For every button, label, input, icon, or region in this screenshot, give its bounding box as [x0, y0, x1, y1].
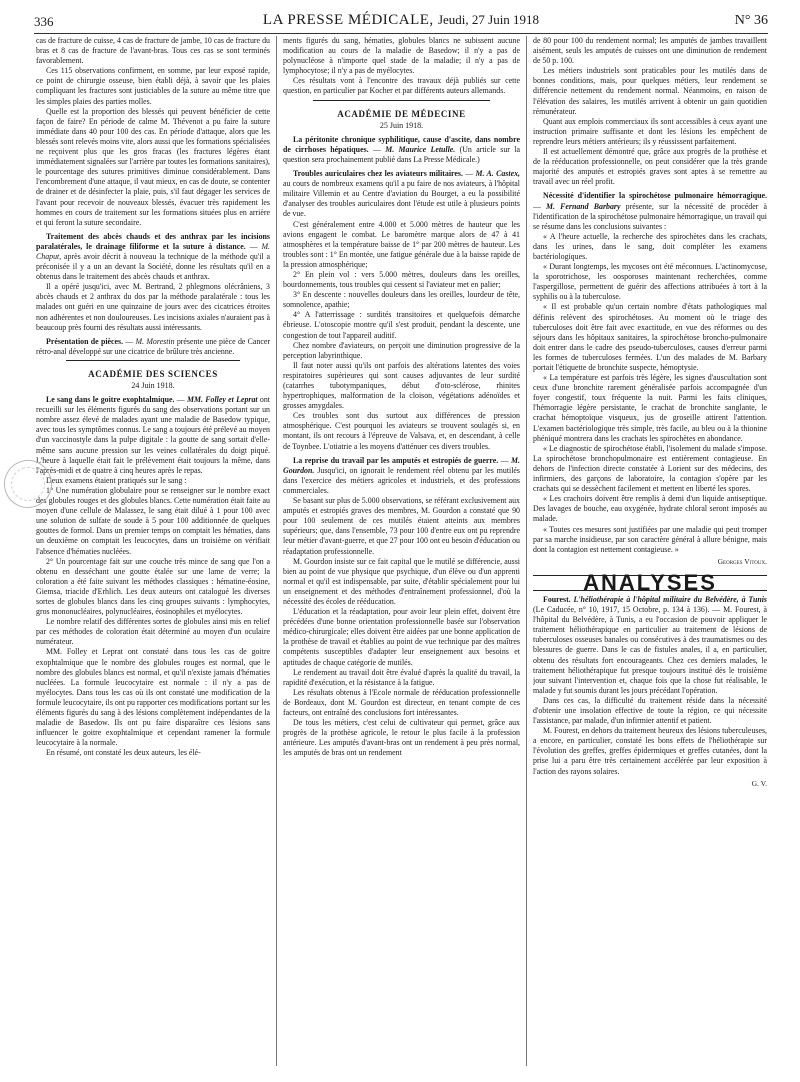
section-rule — [66, 360, 240, 361]
paragraph: C'est généralement entre 4.000 et 5.000 mètres de hauteur que les avions engagent le combat. Le baromètre marque alors de 47 à 41 atmosphères et la température baisse de 1° par 200 mètres de hauteur. Les troubles sont : 1° En montée, une fatigue générale due à la baisse rapide de la pression atmosphérique; — [283, 219, 520, 269]
paragraph: Ces résultats vont à l'encontre des travaux déjà publiés sur cette question, en particulier par Kocher et par différents auteurs allemands. — [283, 76, 520, 96]
paragraph: Il est actuellement démontré que, grâce aux progrès de la prothèse et de la rééducation professionnelle, on peut considérer que la très grande majorité des amputés et estropiés graves sont aptes à se remettre au travail avec un réel profit. — [533, 147, 767, 187]
paragraph: Les résultats obtenus à l'Ecole normale de rééducation professionnelle de Bordeaux, dont M. Gourdon est directeur, en tenant compte de ces facteurs, ont entraîné des conclusions fort intéressantes. — [283, 687, 520, 717]
paragraph: Il faut noter aussi qu'ils ont parfois des altérations latentes des voies respiratoires supérieures qui sont causes adjuvantes de leur surdité (catarrhes tubotympaniques, début d'oto-sclérose, rhinites hypertrophiques, malformation de la cloison, végétations adénoïdes et grosses amygdales. — [283, 360, 520, 411]
paragraph: Le rendement au travail doit être évalué d'après la qualité du travail, la rapidité d'exécution, et la résistance à la fatigue. — [283, 667, 520, 687]
paragraph: Traitement des abcès chauds et des anthrax par les incisions paralatérales, le drainage filiforme et la suture à distance. — M. Chaput, après avoir décrit à nouveau la technique de la méthode qu'il a préconisée il y a un an devant la Société, donne les résultats qu'il en a obtenus dans le traitement des abcès chauds et anthrax. — [36, 231, 270, 282]
paragraph: « Durant longtemps, les mycoses ont été méconnues. L'actinomycose, la sporotrichose, les oosporoses maintenant recherchées, comme l'aspergillose, permettent de guérir des affections attribuées à tort à la syphilis ou à la tuberculose. — [533, 262, 767, 302]
item-title: L'héliothérapie à l'hôpital militaire du Belvédère, à Tunis — [573, 594, 767, 604]
item-text: au cours de nombreux examens qu'il a pu faire de nos aviateurs, à l'hôpital militaire Villemin et au Centre d'aviation du Bourget, a eu la possibilité d'analyser des troubles auriculaires dont l'étude est utile à plusieurs points de vue. — [283, 179, 520, 219]
column-divider — [276, 36, 277, 1066]
item-author: Fourest. — [543, 594, 571, 604]
paragraph: « Le diagnostic de spirochétose établi, l'isolement du malade s'impose. La spirochétose bronchopulmonaire est entièrement contagieuse. En dehors de l'infection directe constatée à Lorient sur des médecins, des infirmiers, des garçons de laboratoire, la contagion s'opère par les crachats qui se dessèchent facilement et mettent en liberté les spores. — [533, 443, 767, 494]
signature: Georges Vitoux. — [717, 556, 767, 566]
column-middle — [283, 36, 520, 1082]
item-title: Présentation de pièces. — [46, 336, 124, 346]
item-text: ont recueilli sur les éléments figurés du sang des observations portant sur un nombre assez élevé de malades ayant une maladie de Basedow typique, avec tous les symptômes connus. Le sang a toujours été prélevé au moyen d'un vaccinostyle dans la pulpe digitale : la goutte de sang sortait d'elle-même sans aucune pression sur les veines collatérales du doigt piqué. L'heure à laquelle était fait le prélèvement était toujours la même, dans l'après-midi et de quatre à cinq heures après le repas. — [36, 395, 270, 475]
paragraph: 2° Un pourcentage fait sur une couche très mince de sang que l'on a obtenu en desséchant une goutte étalée sur une lame de verre; la coloration a été faite suivant les méthodes classiques : hématine-éosine, Giemsa, triacide d'Erhlich. Les deux auteurs ont catalogué les diverses sortes de globules blancs dans les cinq groupes suivants : lymphocytes, gros mononucléaires, polynucléaires, éosinophiles et myélocytes. — [36, 556, 270, 617]
paragraph: Quelle est la proportion des blessés qui peuvent bénéficier de cette façon de faire? En période de calme M. Thévenot a pu faire la suture immédiate dans 40 pour 100 des cas. En période d'attaque, alors que les blessés sont relevés moins vite, alors aussi que les formations spécialisées ne reçoivent plus que les gros fracas (les fractures légères étant immédiatement signalées sur l'arrière par toutes les formations sanitaires), le pourcentage des sutures primitives diminue considérablement. Dans l'encombrement d'une attaque, il vaut mieux, en cas de doute, se contenter de drainer et de désinfecter la plaie, puis, s'il faut dégager les services de l'avant pour recevoir de nouveaux blessés, évacuer très rapidement les hommes en cours de traitement sur les formations situées plus en arrière et qui feront la suture secondaire. — [36, 106, 270, 227]
section-rule — [313, 100, 490, 101]
column-divider — [526, 36, 527, 1066]
paragraph: Troubles auriculaires chez les aviateurs militaires. — M. A. Castex, au cours de nombreux examens qu'il a pu faire de nos aviateurs, à l'hôpital militaire Villemin et au Centre d'aviation du Bourget, a eu la possibilité d'analyser des troubles auriculaires dont l'étude est utile à plusieurs points de vue. — [283, 169, 520, 219]
item-text: (Un article sur la question sera prochainement publié dans La Presse Médicale.) — [283, 144, 520, 164]
paragraph: Le sang dans le goitre exophtalmique. — MM. Folley et Leprat ont recueilli sur les éléments figurés du sang des observations portant sur un nombre assez élevé de malades ayant une maladie de Basedow typique, avec tous les symptômes connus. Le sang a toujours été prélevé au moyen d'un vaccinostyle dans la pulpe digitale : la goutte de sang sortait d'elle-même sans aucune pression sur les veines collatérales du doigt piqué. L'heure à laquelle était fait le prélèvement était toujours la même, dans l'après-midi et de quatre à cinq heures après le repas. — [36, 395, 270, 475]
paragraph: Il a opéré jusqu'ici, avec M. Bertrand, 2 phlegmons olécrâniens, 3 abcès chauds et 2 anthrax du dos par la méthode paralatérale : tous les malades ont guéri en une quinzaine de jours avec des cicatrices étroites non adhérentes et non douloureuses. Les incisions axiales n'auraient pas à beaucoup près fourni des résultats aussi intéressants. — [36, 282, 270, 332]
column-right — [533, 36, 767, 1082]
item-text: Jusqu'ici, on ignorait le rendement réel obtenu par les mutilés dans l'exercice des métiers agricoles et industriels, et des professions commerciales. — [283, 465, 520, 495]
paragraph: Le nombre relatif des différentes sortes de globules ainsi mis en relief par ces méthodes de coloration était déterminé au moyen d'un oculaire numérateur. — [36, 617, 270, 647]
page-header — [34, 11, 768, 34]
paragraph: Chez nombre d'aviateurs, on perçoit une diminution progressive de la perception labyrinthique. — [283, 340, 520, 360]
paragraph: De tous les métiers, c'est celui de cultivateur qui permet, grâce aux progrès de la prothèse agricole, le retour le plus facile à la profession antérieure. Les amputés d'avant-bras ont un rendement à peu près normal, les amputés de bras ont un rendement — [283, 718, 520, 758]
paragraph: La reprise du travail par les amputés et estropiés de guerre. — M. Gourdon. Jusqu'ici, on ignorait le rendement réel obtenu par les mutilés dans l'exercice des métiers agricoles et industriels, et des professions commerciales. — [283, 455, 520, 495]
item-text: présente une pièce de Cancer rétro-anal développé sur une cicatrice de brûlure très ancienne. — [36, 336, 270, 356]
item-title: Nécessité d'identifier la spirochétose pulmonaire hémorragique. — [543, 191, 767, 201]
paragraph: 1° Une numération globulaire pour se renseigner sur le nombre exact des globules rouges et des globules blancs. Cette numération était faite au moyen d'une cellule de Malassez, le sang était dilué à 1 pour 100 avec une solution de sulfate de soude à 5 pour 100 additionnée de quelques gouttes de formol. Dans un premier temps on comptait les hématies, dans un deuxième on comptait les leucocytes, dans un troisième on vérifiait l'absence d'hématies nucléées. — [36, 485, 270, 556]
item-author: M. Maurice Letulle. — [385, 144, 456, 154]
paragraph: MM. Folley et Leprat ont constaté dans tous les cas de goitre exophtalmique que le nombre des globules rouges est normal, que le nombre des globules blancs est normal, et qu'il n'existe jamais d'hématies nucléées. La formule leucocytaire est normale : il n'y a pas de myélocytes. Dans tous les cas où ils ont constaté une modification de la formule leucocytaire, ils ont pu rapporter ces modifications portant sur les éléments figurés du sang à des lésions complètement indépendantes de la maladie de Basedow. Ils ont pu faire disparaître ces lésions sans influencer le goitre exophtalmique et cependant ramener la formule leucocytaire à la normale. — [36, 647, 270, 748]
item-text: M. Fourest, à l'hôpital du Belvédère, à Tunis, a eu l'occasion de pouvoir appliquer le traitement héliothérapique en particulier au traitement de lésions de tuberculoses osseuses banales ou consécutives à des traumatismes ou des blessures de guerre. Dans le cas de fistules anales, il a, en particulier, obtenu des résultats fort encourageants. Chez ces derniers malades, le traitement héliothérapique fut presque toujours institué dès le troisième jour suivant l'intervention et, chaque fois que la chose fut réalisable, le malade y fut soumis durant les jours précédant l'opération. — [533, 605, 767, 695]
library-stamp-inner-ring — [6, 462, 50, 506]
paragraph: En résumé, ont constaté les deux auteurs, les élé- — [46, 748, 201, 758]
paragraph: « A l'heure actuelle, la recherche des spirochètes dans les crachats, dans les urines, dans le sang, doit compléter les examens bactériologiques. — [533, 231, 767, 261]
signature-initials: G. V. — [751, 778, 767, 788]
item-title: Troubles auriculaires chez les aviateurs militaires. — [293, 169, 463, 179]
analyses-heading: ANALYSES — [533, 575, 767, 591]
issue-date: Jeudi, 27 Juin 1918 — [437, 12, 540, 27]
paragraph: « Il est probable qu'un certain nombre d'états pathologiques mal définis relèvent des spirochétoses. Au moment où le triage des tuberculoses doit être fait avec exactitude, en vue des réformes ou des séjours dans les hôpitaux sanitaires, la spirochétose broncho-pulmonaire doit entrer dans le cadre des pseudo-tuberculoses, causes d'erreur parmi les formes de tuberculoses fermées. L'un des malades de M. Barbary portait l'étiquette de bronchite suspecte, hémoptysie. — [533, 302, 767, 372]
paragraph: Ces 115 observations confirment, en somme, par leur exposé rapide, ce point de chirurgie osseuse, bien établi déjà, à savoir que les plaies compliquant les fractures sont justiciables de la suture au même titre que les simples plaies des parties molles. — [36, 66, 270, 106]
item-author: M. A. Castex, — [475, 169, 520, 179]
paragraph: cas de fracture de cuisse, 4 cas de fracture de jambe, 10 cas de fracture du bras et 8 cas de fracture de l'avant-bras. Tous ces cas se sont terminés favorablement. — [36, 36, 270, 66]
paragraph: Se basant sur plus de 5.000 observations, se référant exclusivement aux amputés et estropiés graves des membres, M. Gourdon a constaté que 90 pour 100 seulement de ces mutilés étaient atteints aux membres supérieurs; que, dans l'ensemble, 73 pour 100 d'entre eux ont pu reprendre leur métier d'avant-guerre, et que 27 pour 100 ont eu besoin d'éducation ou réadaptation professionnelle. — [283, 496, 520, 556]
item-title: Le sang dans le goitre exophtalmique. — [46, 395, 175, 405]
page-number: 336 — [34, 14, 54, 29]
paragraph: La péritonite chronique syphilitique, cause d'ascite, dans nombre de cirrhoses hépatiques. — M. Maurice Letulle. (Un article sur la question sera prochainement publié dans La Presse Médicale.) — [283, 134, 520, 164]
paragraph: 3° En descente : nouvelles douleurs dans les oreilles, lourdeur de tête, somnolence, apathie; — [283, 290, 520, 310]
paragraph: Dans ces cas, la difficulté du traitement réside dans la nécessité d'obtenir une insolation effective de toute la région, ce qui nécessite l'assistance, par malade, d'un infirmier attentif et patient. — [533, 695, 767, 726]
paragraph: « La température est parfois très légère, les signes d'auscultation sont ceux d'une bronchite rarement généralisée parfois accompagnée d'un foyer congestif, toux fréquente la nuit. Parmi les faits cliniques, l'hémorragie légère persistante, le crachat de bronchite sanglante, le crachat hémoptoïque visqueux, jus de groseille attirent l'attention. L'examen bactériologique très simple, très facile, au bleu ou à la thionine phéniqué montrera dans les crachats les spirochètes en abondance. — [533, 373, 767, 443]
paragraph: « Les crachoirs doivent être remplis à demi d'un liquide antiseptique. Des lavages de bouche, eau oxygénée, hydrate chloral seront imposés au malade. — [533, 494, 767, 524]
item-author: MM. Folley et Leprat — [186, 395, 258, 405]
section-date: 24 Juin 1918. — [131, 381, 175, 390]
paragraph: de 80 pour 100 du rendement normal; les amputés de jambes travaillent aisément, seuls les amputés de cuisses ont une diminution de rendement de 50 p. 100. — [533, 36, 767, 66]
issue-number: N° 36 — [734, 13, 768, 28]
column-left — [36, 36, 270, 1082]
item-reference: (Le Caducée, n° 10, 1917, 15 Octobre, p. 134 à 136). — [533, 605, 710, 615]
journal-name: LA PRESSE MÉDICALE, — [262, 12, 434, 28]
paragraph: M. Gourdon insiste sur ce fait capital que le mutilé se différencie, aussi bien au point de vue physique que psychique, d'un élève ou d'un apprenti normal et qu'il est indispensable, par suite, d'établir spécialement pour lui un enseignement et des méthodes d'entraînement professionnel, d'où la nécessité des écoles de rééducation. — [283, 556, 520, 606]
item-title: La péritonite chronique syphilitique, cause d'ascite, dans nombre de cirrhoses hépatiques. — [283, 134, 520, 154]
item-title: La reprise du travail par les amputés et estropiés de guerre. — [293, 455, 499, 465]
paragraph: « Toutes ces mesures sont justifiées par une maladie qui peut tromper par sa marche insidieuse, par son caractère général à allure bénigne, mais dont la contagion est nettement contagieuse. » — [533, 524, 767, 554]
paragraph: 2° En plein vol : vers 5.000 mètres, douleurs dans les oreilles, bourdonnements, tous troubles qui cessent si l'aviateur met en palier; — [283, 269, 520, 290]
item-title: Traitement des abcès chauds et des anthrax par les incisions paralatérales, le drainage filiforme et la suture à distance. — [36, 231, 270, 251]
section-date: 25 Juin 1918. — [379, 120, 424, 130]
item-author: M. Morestin — [135, 336, 175, 346]
item-author: M. Chaput, — [36, 241, 270, 261]
section-title: ACADÉMIE DES SCIENCES — [88, 368, 218, 379]
paragraph: Fourest. L'héliothérapie à l'hôpital militaire du Belvédère, à Tunis (Le Caducée, n° 10, 1917, 15 Octobre, p. 134 à 136). — M. Fourest, à l'hôpital du Belvédère, à Tunis, a eu l'occasion de pouvoir appliquer le traitement héliothérapique en particulier au traitement de lésions de tuberculoses osseuses banales ou consécutives à des traumatismes ou des blessures de guerre. Dans le cas de fistules anales, il a, en particulier, obtenu des résultats fort encourageants. Chez ces derniers malades, le traitement héliothérapique fut presque toujours institué dès le troisième jour suivant l'intervention et, chaque fois que la chose fut réalisable, le malade y fut soumis durant les jours précédant l'opération. — [533, 594, 767, 695]
paragraph: Présentation de pièces. — M. Morestin présente une pièce de Cancer rétro-anal développé sur une cicatrice de brûlure très ancienne. — [36, 336, 270, 356]
item-author: M. Fernand Barbary — [546, 201, 621, 211]
paragraph: ments figurés du sang, hématies, globules blancs ne subissent aucune modification au cours de la maladie de Basedow; il n'y a pas de polynucléose à n'importe quel stade de la maladie; il n'y a pas de lymphocytose; il n'y a pas de myélocytes. — [283, 36, 520, 76]
section-title: ACADÉMIE DE MÉDECINE — [337, 108, 466, 119]
paragraph: L'éducation et la réadaptation, pour avoir leur plein effet, doivent être précédées d'une bonne orientation professionnelle basée sur l'observation médico-chirurgicale; elles doivent être aidées par une bonne application de la prothèse de travail et établies au point de vue technique par des maîtres compétents susceptibles d'adapter leur enseignement aux besoins et aptitudes de chaque catégorie de mutilés. — [283, 607, 520, 667]
paragraph: Nécessité d'identifier la spirochétose pulmonaire hémorragique. — M. Fernand Barbary présente, sur la nécessité de procéder à l'identification de la spirochétose pulmonaire hémorragique, un travail qui se résume dans les conclusions suivantes : — [533, 191, 767, 231]
paragraph: Quant aux emplois commerciaux ils sont accessibles à ceux ayant une instruction primaire suffisante et dont les lésions les empêchent de reprendre leurs métiers antérieurs; ils y réussissent parfaitement. — [533, 116, 767, 146]
item-author: M. Gourdon. — [283, 455, 520, 475]
paragraph: Ces troubles sont dus surtout aux différences de pression atmosphérique. C'est pourquoi les aviateurs se trouvent soulagés si, en montant, ils ont recours à l'épreuve de Valsava, et, en descendant, à celle de Toynbee. L'otiatrie a les moyens d'atténuer ces divers troubles. — [283, 411, 520, 451]
paragraph: 4° A l'atterrissage : surdités transitoires et quelquefois démarche ébrieuse. L'otoscopie montre qu'il s'est produit, pendant la descente, une congestion de tout l'appareil auditif. — [283, 310, 520, 340]
item-text: après avoir décrit à nouveau la technique de la méthode qu'il a préconisée il y a un an devant la Société, donne les résultats qu'il en a obtenus dans le traitement des abcès chauds et anthrax. — [36, 251, 270, 282]
paragraph: Les métiers industriels sont praticables pour les mutilés dans de bonnes conditions, mais, pour quelques métiers, leur rendement se différencie nettement du rendement normal. Néanmoins, en raison de l'élévation des salaires, les mutilés arrivent à obtenir un gain quotidien rémunérateur. — [533, 66, 767, 116]
journal-title-line — [34, 12, 768, 29]
item-text: présente, sur la nécessité de procéder à l'identification de la spirochétose pulmonaire hémorragique, un travail qui se résume dans les conclusions suivantes : — [533, 201, 767, 231]
paragraph: Deux examens étaient pratiqués sur le sang : — [46, 475, 187, 485]
paragraph: M. Fourest, en dehors du traitement heureux des lésions tuberculeuses, a encore, en particulier, constaté les bons effets de l'héliothérapie sur l'évolution des greffes, greffes épidermiques et greffes cutanées, dont la prise lui a paru être très certainement accélérée par leur exposition à l'action des rayons solaires. — [533, 726, 767, 776]
